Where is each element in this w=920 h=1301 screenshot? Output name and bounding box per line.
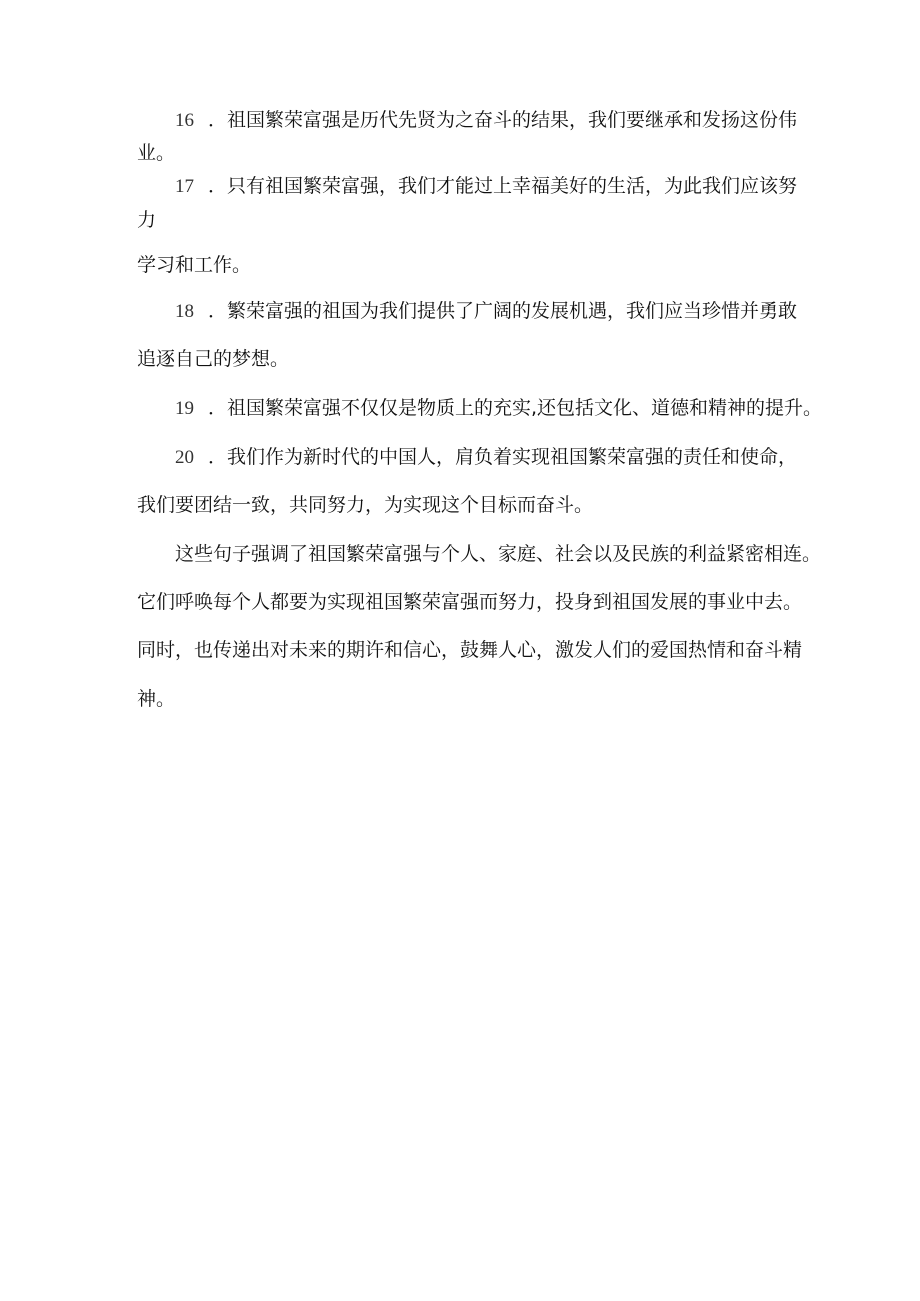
item-18-text-2: 追逐自己的梦想。 xyxy=(137,348,290,370)
item-18-line-1 xyxy=(175,298,797,325)
item-17-line-2 xyxy=(137,207,156,233)
item-17-text-2: 力 xyxy=(137,209,157,231)
item-16-line-1 xyxy=(175,107,797,134)
summary-text-1: 这些句子强调了祖国繁荣富强与个人、家庭、社会以及民族的利益紧密相连。 xyxy=(175,543,822,565)
summary-text-2: 它们呼唤每个人都要为实现祖国繁荣富强而努力，投身到祖国发展的事业中去。 xyxy=(137,591,803,613)
summary-text-4: 神。 xyxy=(137,688,176,710)
item-18-number: 18 xyxy=(175,301,194,322)
item-20-line-2 xyxy=(137,492,593,518)
item-20-line-1 xyxy=(175,444,797,471)
item-16-text-2: 业。 xyxy=(137,142,176,164)
summary-text-3: 同时，也传递出对未来的期许和信心，鼓舞人心，激发人们的爱国热情和奋斗精 xyxy=(137,639,803,661)
item-20-text-2: 我们要团结一致，共同努力，为实现这个目标而奋斗。 xyxy=(137,494,594,516)
summary-line-4 xyxy=(137,686,175,712)
item-16-number: 16 xyxy=(175,110,194,131)
item-17-text-3: 学习和工作。 xyxy=(137,254,252,276)
summary-line-3 xyxy=(137,637,802,663)
item-16-text-1: ．祖国繁荣富强是历代先贤为之奋斗的结果，我们要继承和发扬这份伟 xyxy=(208,109,798,131)
item-19-number: 19 xyxy=(175,398,194,419)
item-17-text-1: ．只有祖国繁荣富强，我们才能过上幸福美好的生活，为此我们应该努 xyxy=(208,175,798,197)
item-19-line-1 xyxy=(175,395,822,422)
item-17-line-1 xyxy=(175,173,797,200)
summary-line-1 xyxy=(175,541,821,567)
item-18-text-1: ．繁荣富强的祖国为我们提供了广阔的发展机遇，我们应当珍惜并勇敢 xyxy=(208,300,798,322)
item-17-number: 17 xyxy=(175,176,194,197)
summary-line-2 xyxy=(137,589,802,615)
item-18-line-2 xyxy=(137,346,289,372)
item-20-number: 20 xyxy=(175,447,194,468)
item-16-line-2 xyxy=(137,140,175,166)
item-19-text-1: ．祖国繁荣富强不仅仅是物质上的充实,还包括文化、道德和精神的提升。 xyxy=(208,397,823,419)
item-17-line-3 xyxy=(137,252,251,278)
item-20-text-1: ．我们作为新时代的中国人，肩负着实现祖国繁荣富强的责任和使命， xyxy=(208,446,798,468)
